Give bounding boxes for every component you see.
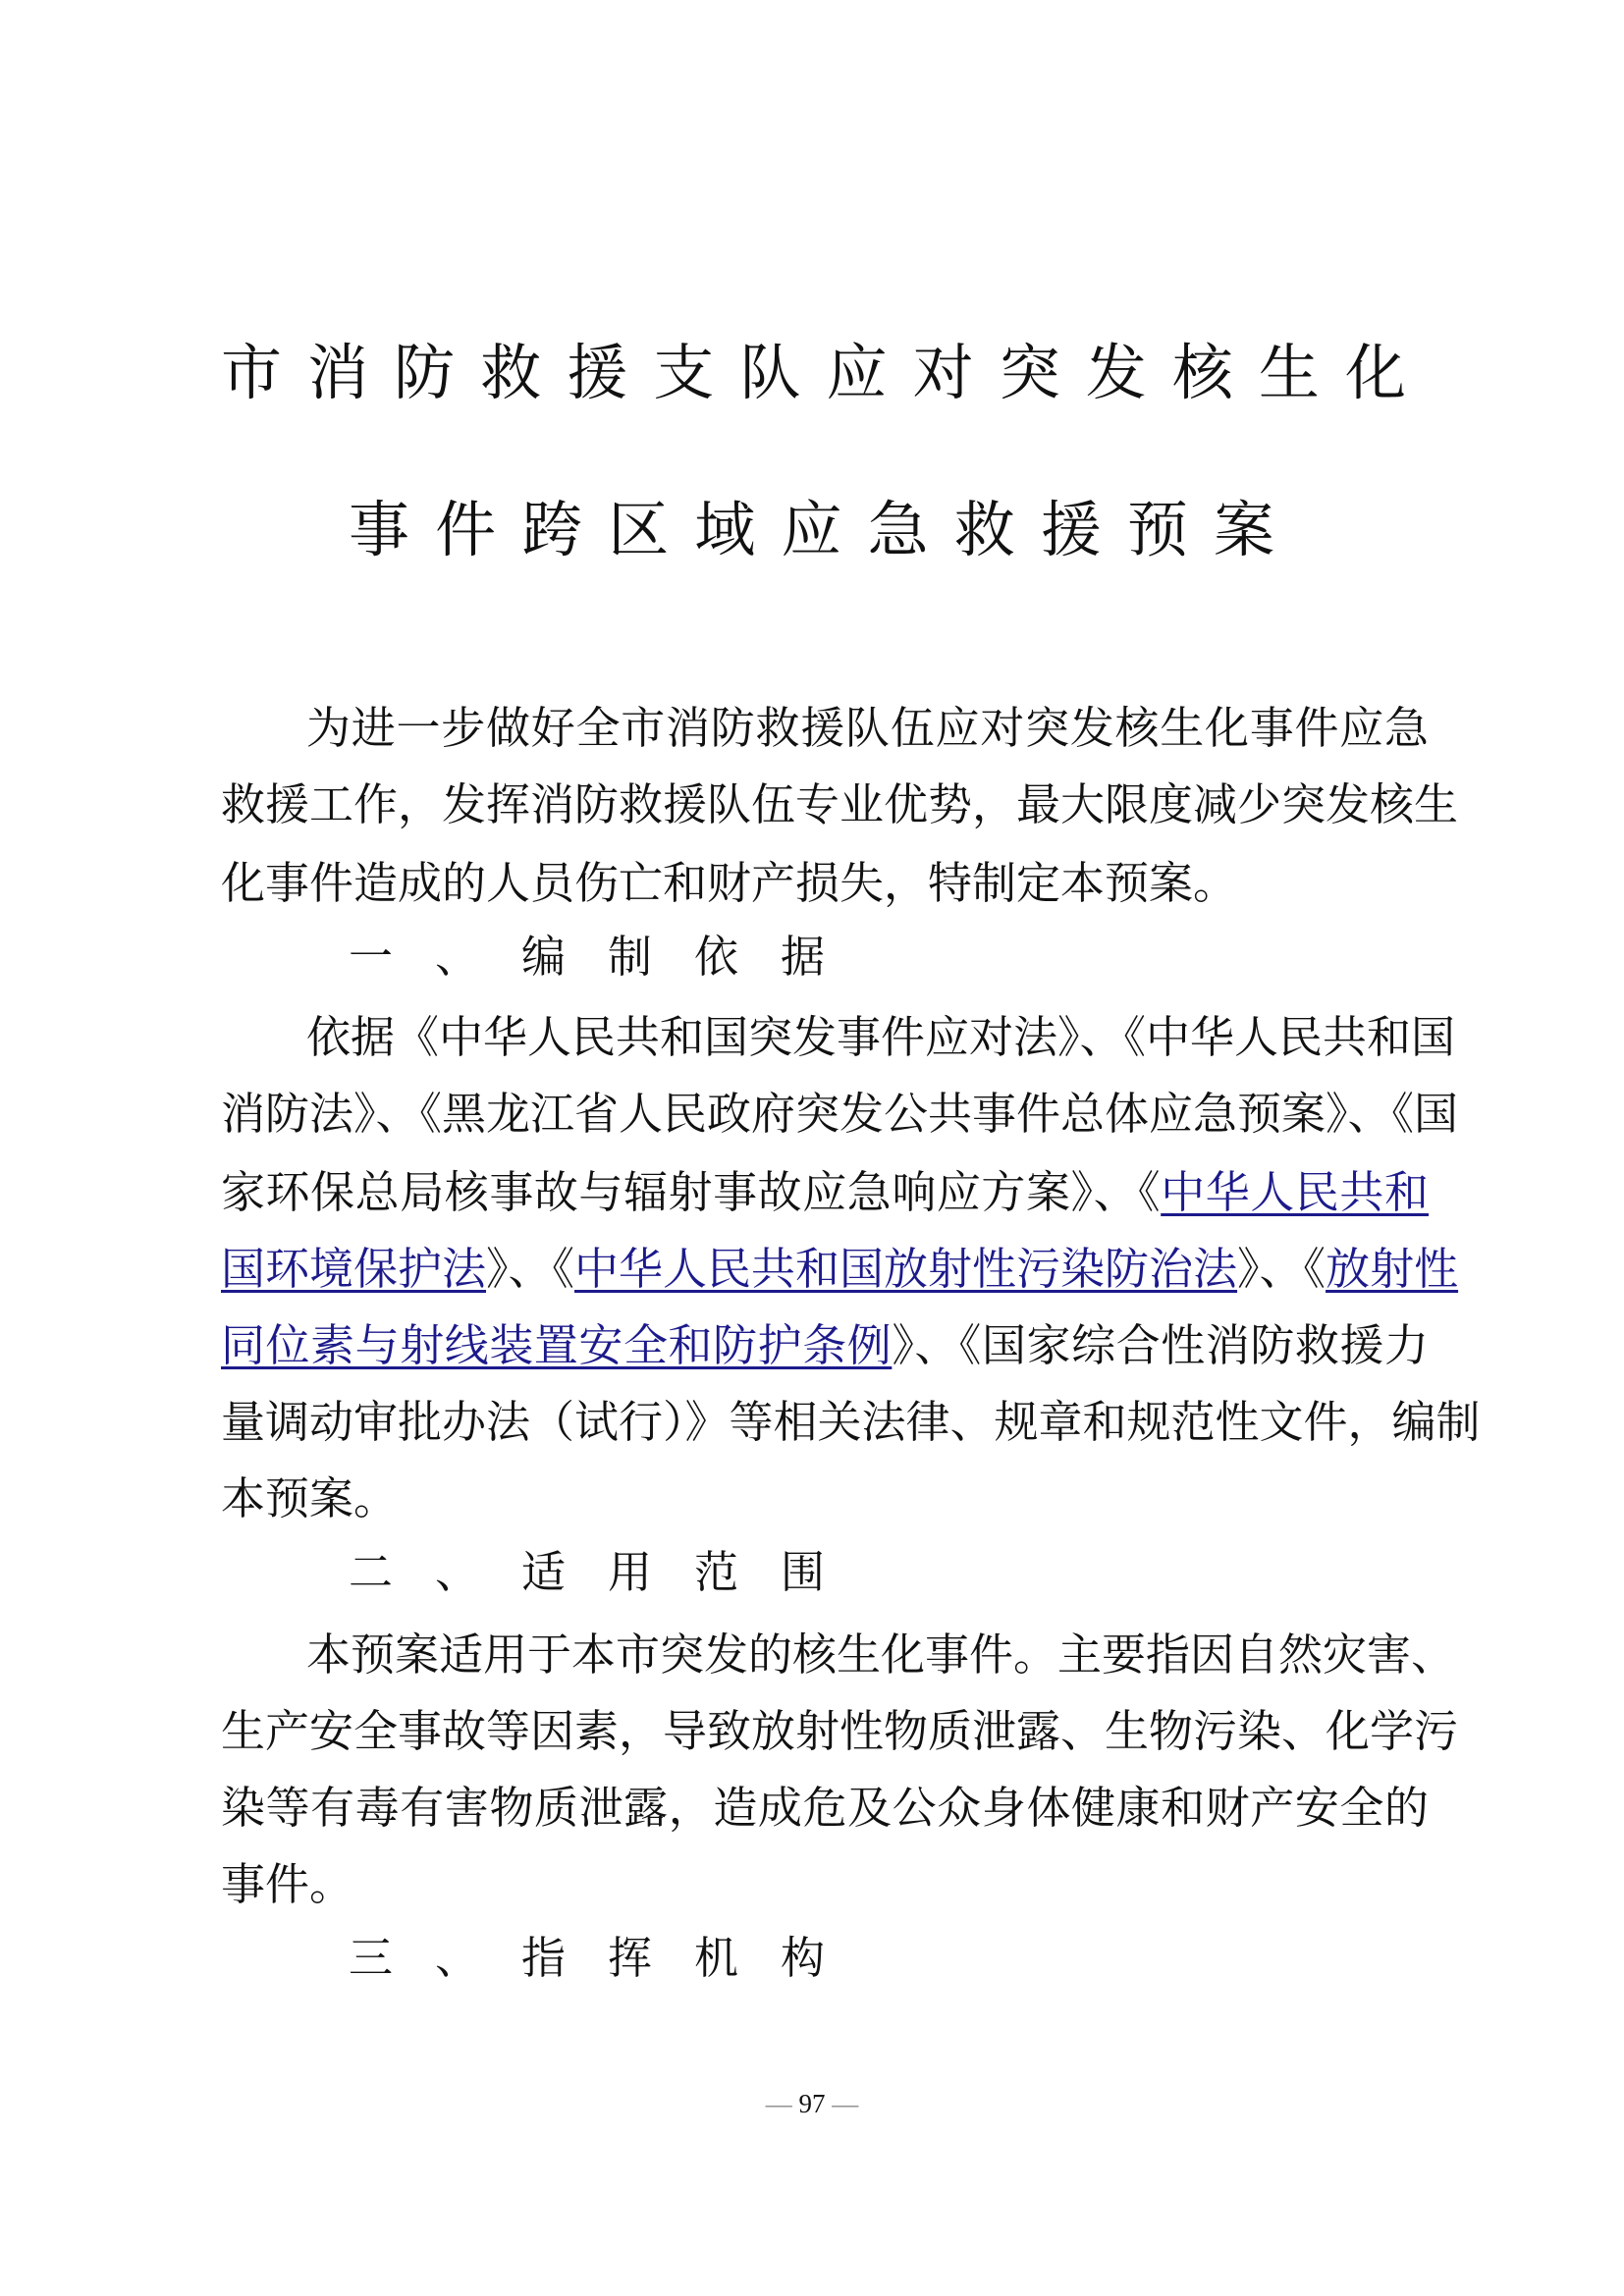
section-heading: [349, 1929, 825, 1988]
law-link[interactable]: 放射性: [1326, 1243, 1459, 1295]
text-segment: 生产安全事故等因素，导致放射性物质泄露、生物污染、化学污: [221, 1705, 1459, 1757]
text-segment: 》、《: [1237, 1243, 1326, 1295]
text-segment: 三、指挥机构: [349, 1932, 825, 1984]
page-number-value: 97: [798, 2089, 826, 2118]
text-segment: 本预案。: [221, 1472, 399, 1524]
text-segment: 》、《: [486, 1243, 575, 1295]
text-segment: 染等有毒有害物质泄露，造成危及公众身体健康和财产安全的: [221, 1782, 1429, 1834]
paragraph-line: [306, 1008, 1456, 1067]
text-segment: 一、编制依据: [349, 931, 825, 983]
text-segment: 本预案适用于本市突发的核生化事件。主要指因自然灾害、: [306, 1629, 1456, 1681]
section-heading: [349, 1543, 825, 1602]
document-title-line-2: 事件跨区域应急救援预案: [349, 494, 1274, 565]
text-segment: 消防法》、《黑龙江省人民政府突发公共事件总体应急预案》、《国: [221, 1088, 1459, 1140]
text-segment: 救援工作，发挥消防救援队伍专业优势，最大限度减少突发核生: [221, 778, 1459, 830]
paragraph-line: [221, 1085, 1459, 1144]
page-number-dash-left: —: [765, 2089, 792, 2118]
text-segment: 化事件造成的人员伤亡和财产损失，特制定本预案。: [221, 857, 1238, 909]
page-number-dash-right: —: [832, 2089, 859, 2118]
paragraph-line: [221, 1702, 1459, 1761]
text-segment: 量调动审批办法（试行）》等相关法律、规章和规范性文件，编制: [221, 1396, 1481, 1448]
text-segment: 二、适用范围: [349, 1546, 825, 1598]
paragraph-line: [221, 1855, 1429, 1914]
document-title-line-1: 市消防救援支队应对突发核生化: [221, 337, 1406, 408]
text-segment: 依据《中华人民共和国突发事件应对法》、《中华人民共和国: [306, 1011, 1456, 1063]
text-segment: 》、《国家综合性消防救援力: [892, 1319, 1429, 1371]
paragraph-line: [221, 775, 1459, 834]
law-link[interactable]: 国环境保护法: [221, 1243, 487, 1295]
paragraph-line: [221, 1316, 1429, 1375]
text-segment: 家环保总局核事故与辐射事故应急响应方案》、《: [221, 1166, 1162, 1218]
law-link[interactable]: 同位素与射线装置安全和防护条例: [221, 1319, 893, 1371]
section-heading: [349, 928, 825, 987]
law-link[interactable]: 中华人民共和: [1161, 1166, 1429, 1218]
paragraph-line: [221, 1779, 1429, 1838]
paragraph-line: [306, 699, 1429, 758]
paragraph-line: [221, 1163, 1429, 1222]
law-link[interactable]: 中华人民共和国放射性污染防治法: [574, 1243, 1238, 1295]
paragraph-line: [306, 1626, 1456, 1684]
paragraph-line: [221, 854, 1429, 913]
text-segment: 事件。: [221, 1858, 354, 1910]
paragraph-line: [221, 1240, 1459, 1299]
paragraph-line: [221, 1393, 1481, 1452]
text-segment: 为进一步做好全市消防救援队伍应对突发核生化事件应急: [306, 702, 1429, 754]
paragraph-line: [221, 1469, 1429, 1528]
page-number: [0, 2089, 1624, 2119]
